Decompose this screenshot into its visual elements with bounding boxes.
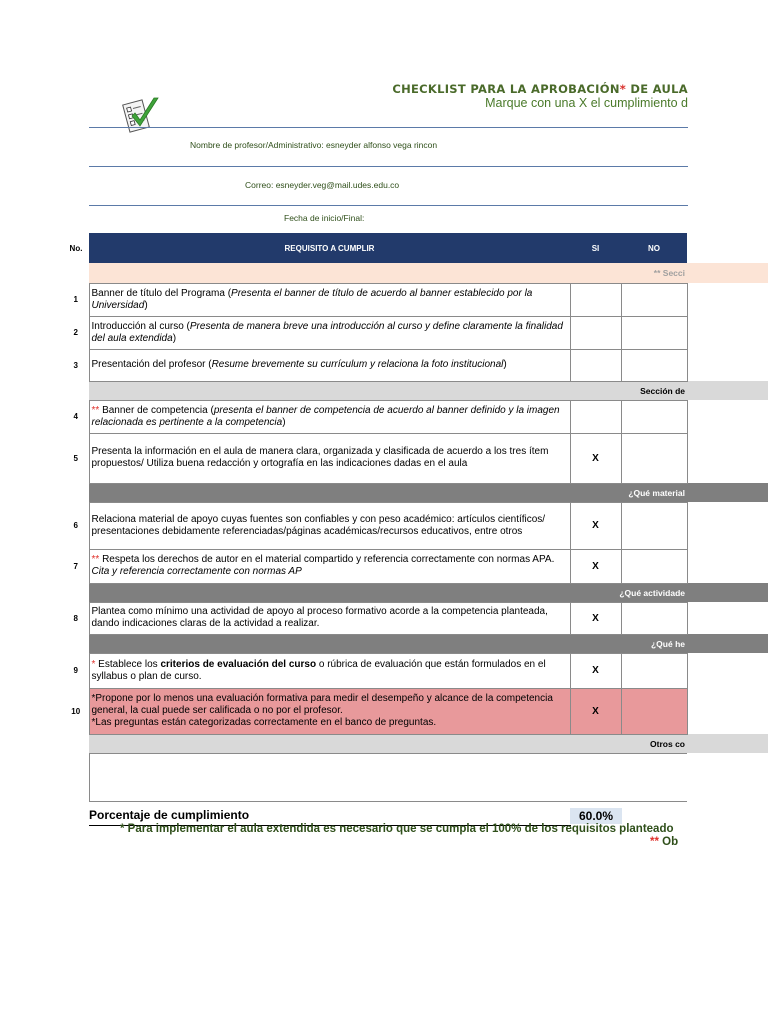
- requirement-text: Presentación del profesor (Resume brevemente su currículum y relaciona la foto institucional): [89, 349, 570, 381]
- no-cell[interactable]: [621, 602, 687, 634]
- compliance-percentage-label: Porcentaje de cumplimiento: [89, 808, 250, 822]
- checklist-table: [63, 233, 768, 813]
- si-cell[interactable]: X: [570, 433, 621, 483]
- header-no: No.: [69, 243, 83, 253]
- divider: [89, 205, 688, 206]
- row-number: 1: [73, 295, 78, 304]
- si-cell[interactable]: [570, 316, 621, 349]
- requirement-text: ** Banner de competencia (presenta el banner de competencia de acuerdo al banner definido y la imagen relacionada es pertinente a la competencia): [89, 400, 570, 433]
- requirement-text: *Propone por lo menos una evaluación formativa para medir el desempeño y alcance de la competencia general, la cual puede ser calificada o no por el profesor. *Las preguntas están categorizadas correctamente en el banco de preguntas.: [89, 688, 570, 734]
- si-cell[interactable]: X: [570, 602, 621, 634]
- compliance-percentage-value: 60.0%: [570, 808, 622, 824]
- si-cell[interactable]: [570, 283, 621, 316]
- no-cell[interactable]: [621, 433, 687, 483]
- requirement-text: Plantea como mínimo una actividad de apoyo al proceso formativo acorde a la competencia planteada, dando indicaciones claras de la actividad a realizar.: [89, 602, 570, 634]
- si-cell[interactable]: X: [570, 549, 621, 583]
- requirement-text: Banner de título del Programa (Presenta el banner de título de acuerdo al banner establecido por la Universidad): [89, 283, 570, 316]
- row-number: 6: [73, 521, 78, 530]
- other-comments-field[interactable]: [89, 753, 687, 801]
- section-header: ¿Qué he: [89, 634, 687, 653]
- requirement-text: Introducción al curso (Presenta de manera breve una introducción al curso y define claramente la finalidad del aula extendida): [89, 316, 570, 349]
- no-cell[interactable]: [621, 653, 687, 688]
- row-number: 2: [73, 328, 78, 337]
- section-header: ¿Qué actividade: [89, 583, 687, 602]
- divider: [89, 127, 688, 128]
- no-cell[interactable]: [621, 688, 687, 734]
- si-cell[interactable]: X: [570, 502, 621, 549]
- requirement-text: ** Respeta los derechos de autor en el material compartido y referencia correctamente con normas APA. Cita y referencia correctamente con normas AP: [89, 549, 570, 583]
- professor-name: Nombre de profesor/Administrativo: esneyder alfonso vega rincon: [190, 140, 438, 150]
- dates-field: Fecha de inicio/Final:: [284, 213, 365, 223]
- si-cell[interactable]: [570, 400, 621, 433]
- no-cell[interactable]: [621, 502, 687, 549]
- divider: [89, 166, 688, 167]
- footnote: * Para implementar el aula extendida es necesario que se cumpla el 100% de los requisitos planteado: [120, 823, 674, 835]
- section-header: Sección de: [89, 381, 687, 400]
- section-header: ** Secci: [89, 263, 687, 283]
- si-cell[interactable]: X: [570, 653, 621, 688]
- checklist-logo-icon: [120, 94, 162, 136]
- no-cell[interactable]: [621, 283, 687, 316]
- section-header: Otros co: [89, 734, 687, 753]
- no-cell[interactable]: [621, 549, 687, 583]
- si-cell[interactable]: X: [570, 688, 621, 734]
- page-title: CHECKLIST PARA LA APROBACIÓN* DE AULA: [392, 82, 688, 96]
- header-no-answer: NO: [621, 233, 687, 263]
- row-number: 9: [73, 666, 78, 675]
- row-number: 7: [73, 561, 78, 571]
- si-cell[interactable]: [570, 349, 621, 381]
- row-number: 3: [73, 360, 78, 370]
- no-cell[interactable]: [621, 400, 687, 433]
- row-number: 5: [73, 453, 78, 463]
- row-number: 10: [71, 706, 81, 716]
- header-si: SI: [570, 233, 621, 263]
- page-subtitle: Marque con una X el cumplimiento d: [485, 96, 688, 110]
- footnote-obligatory: ** Ob: [650, 836, 679, 848]
- row-number: 8: [73, 613, 78, 623]
- section-header: ¿Qué material: [89, 483, 687, 502]
- no-cell[interactable]: [621, 349, 687, 381]
- row-number: 4: [73, 412, 78, 421]
- header-requirement: REQUISITO A CUMPLIR: [89, 233, 570, 263]
- requirement-text: Relaciona material de apoyo cuyas fuentes son confiables y con peso académico: artículos científicos/ presentaciones debidamente referenciadas/páginas académicas/recursos educativos, entre otros: [89, 502, 570, 549]
- email-field: Correo: esneyder.veg@mail.udes.edu.co: [245, 180, 400, 190]
- requirement-text: Presenta la información en el aula de manera clara, organizada y clasificada de acuerdo a los tres ítem propuestos/ Utiliza buena redacción y ortografía en las indicaciones dadas en el aula: [89, 433, 570, 483]
- no-cell[interactable]: [621, 316, 687, 349]
- requirement-text: * Establece los criterios de evaluación del curso o rúbrica de evaluación que están formulados en el syllabus o plan de curso.: [89, 653, 570, 688]
